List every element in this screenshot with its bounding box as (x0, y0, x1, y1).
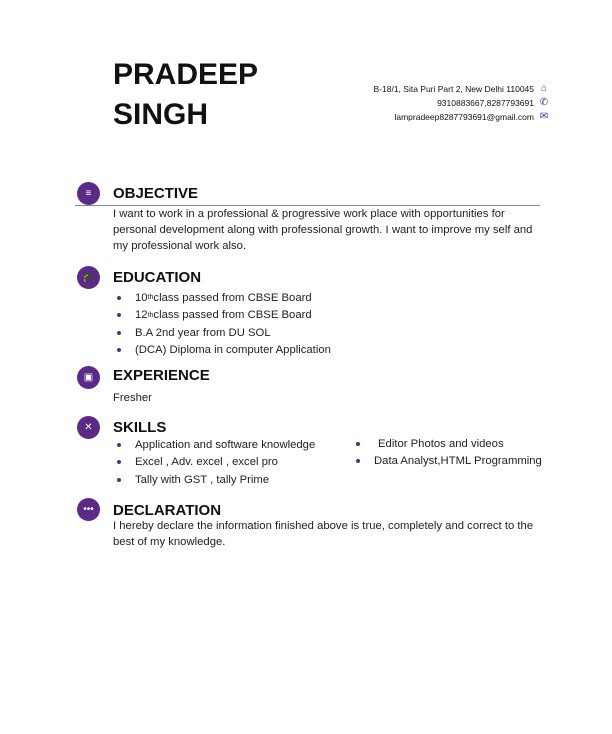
list-item: Application and software knowledge (117, 436, 315, 454)
list-item: B.A 2nd year from DU SOL (117, 324, 331, 342)
tools-icon: ✕ (77, 416, 100, 439)
skills-list-right (356, 435, 542, 470)
list-item: Tally with GST , tally Prime (117, 471, 315, 489)
skills-list-left (117, 436, 315, 489)
graduation-cap-icon: 🎓 (77, 266, 100, 289)
briefcase-icon: ▣ (77, 366, 100, 389)
list-item: Data Analyst,HTML Programming (356, 453, 542, 471)
experience-heading: EXPERIENCE (113, 367, 210, 384)
contact-email (394, 111, 550, 122)
objective-heading: OBJECTIVE (113, 185, 199, 202)
declaration-text: I hereby declare the information finished above is true, completely and correct to the best of my knowledge. (113, 520, 534, 548)
more-icon: ••• (77, 498, 100, 521)
skills-heading: SKILLS (113, 419, 167, 436)
list-item: (DCA) Diploma in computer Application (117, 342, 331, 360)
address-text: B-18/1, Sita Puri Part 2, New Delhi 110045 (373, 83, 534, 94)
mail-icon: ✉ (539, 111, 549, 122)
objective-icon: ≡ (77, 182, 100, 205)
declaration-heading: DECLARATION (113, 502, 222, 519)
list-item: 10 th class passed from CBSE Board (117, 289, 331, 307)
contact-address (374, 83, 550, 94)
name-last: SINGH (113, 98, 209, 131)
email-text[interactable]: lampradeep8287793691@gmail.com (394, 111, 534, 122)
education-heading: EDUCATION (113, 269, 202, 286)
phone-text: 9310883667,8287793691 (437, 97, 534, 108)
contact-phone (437, 97, 550, 108)
education-list (117, 289, 331, 359)
list-item: Editor Photos and videos (356, 435, 542, 453)
home-icon: ⌂ (540, 83, 548, 94)
list-item: 12 th class passed from CBSE Board (117, 307, 331, 325)
experience-text: Fresher (113, 392, 152, 404)
objective-text: I want to work in a professional & progressive work place with opportunities for personal development along with professional growth. I want to improve my self and my professional work also. (113, 208, 533, 252)
phone-icon: ✆ (539, 97, 549, 108)
name-first: PRADEEP (113, 58, 259, 91)
list-item: Excel , Adv. excel , excel pro (117, 454, 315, 472)
